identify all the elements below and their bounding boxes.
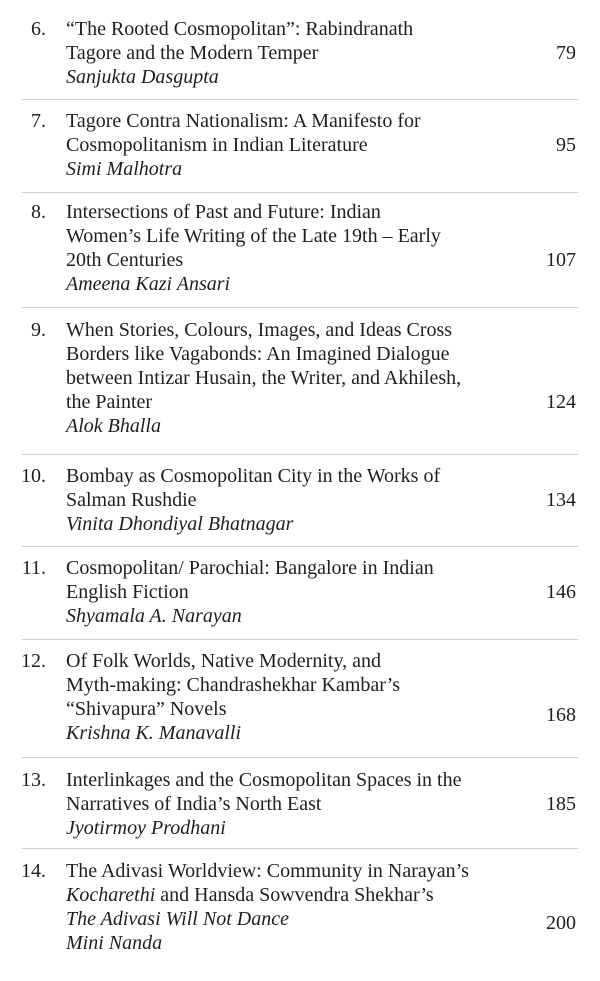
title-line: Tagore Contra Nationalism: A Manifesto for (66, 110, 421, 132)
chapter-number: 8. (31, 201, 46, 223)
chapter-number: 9. (31, 319, 46, 341)
chapter-number: 11. (21, 557, 46, 579)
title-line: “Shivapura” Novels (66, 698, 227, 720)
title-line: Women’s Life Writing of the Late 19th – Early (66, 225, 441, 247)
chapter-number: 14. (21, 860, 46, 882)
page-number: 168 (546, 704, 576, 726)
chapter-author: Simi Malhotra (66, 158, 183, 180)
entry-divider (22, 192, 578, 193)
page-number: 146 (546, 581, 576, 603)
chapter-title (66, 17, 536, 89)
page-number: 185 (546, 793, 576, 815)
title-line: Narratives of India’s North East (66, 793, 322, 815)
chapter-number: 7. (31, 110, 46, 132)
entry-divider (22, 639, 578, 640)
title-line: The Adivasi Will Not Dance (66, 908, 289, 930)
title-text: and Hansda Sowvendra Shekhar’s (155, 884, 434, 906)
chapter-number: 10. (21, 465, 46, 487)
page-number: 79 (556, 42, 576, 64)
title-line: English Fiction (66, 581, 189, 603)
entry-divider (22, 757, 578, 758)
title-line: Cosmopolitanism in Indian Literature (66, 134, 368, 156)
chapter-title (66, 649, 536, 745)
title-line (66, 883, 536, 907)
title-line: The Adivasi Worldview: Community in Narayan’s (66, 860, 469, 882)
chapter-number: 6. (31, 18, 46, 40)
chapter-title (66, 200, 536, 296)
title-line: Salman Rushdie (66, 489, 197, 511)
chapter-title (66, 859, 536, 955)
chapter-author: Shyamala A. Narayan (66, 605, 242, 627)
entry-divider (22, 546, 578, 547)
title-italic: Kocharethi (66, 884, 156, 906)
chapter-title (66, 109, 536, 181)
page-number: 107 (546, 249, 576, 271)
chapter-number: 12. (21, 650, 46, 672)
title-line: Intersections of Past and Future: Indian (66, 201, 381, 223)
title-line: the Painter (66, 391, 153, 413)
title-line: Borders like Vagabonds: An Imagined Dialogue (66, 343, 450, 365)
page-number: 95 (556, 134, 576, 156)
chapter-author: Vinita Dhondiyal Bhatnagar (66, 513, 294, 535)
chapter-author: Mini Nanda (66, 932, 163, 954)
title-line: Cosmopolitan/ Parochial: Bangalore in Indian (66, 557, 434, 579)
chapter-author: Alok Bhalla (66, 415, 161, 437)
title-line: Interlinkages and the Cosmopolitan Spaces in the (66, 769, 462, 791)
title-line: When Stories, Colours, Images, and Ideas Cross (66, 319, 453, 341)
chapter-author: Ameena Kazi Ansari (66, 273, 231, 295)
chapter-title (66, 556, 536, 628)
chapter-title (66, 318, 536, 438)
page-number: 124 (546, 391, 576, 413)
chapter-title (66, 768, 536, 840)
entry-divider (22, 99, 578, 100)
title-line: Of Folk Worlds, Native Modernity, and (66, 650, 382, 672)
page-number: 200 (546, 912, 576, 934)
chapter-number: 13. (21, 769, 46, 791)
page-number: 134 (546, 489, 576, 511)
entry-divider (22, 307, 578, 308)
entry-divider (22, 848, 578, 849)
title-line: “The Rooted Cosmopolitan”: Rabindranath (66, 18, 414, 40)
chapter-author: Jyotirmoy Prodhani (66, 817, 226, 839)
title-line: Tagore and the Modern Temper (66, 42, 319, 64)
title-line: Bombay as Cosmopolitan City in the Works of (66, 465, 441, 487)
title-line: between Intizar Husain, the Writer, and Akhilesh, (66, 367, 462, 389)
chapter-title (66, 464, 536, 536)
title-line: 20th Centuries (66, 249, 184, 271)
chapter-author: Krishna K. Manavalli (66, 722, 242, 744)
title-line: Myth-making: Chandrashekhar Kambar’s (66, 674, 400, 696)
chapter-author: Sanjukta Dasgupta (66, 66, 219, 88)
entry-divider (22, 454, 578, 455)
